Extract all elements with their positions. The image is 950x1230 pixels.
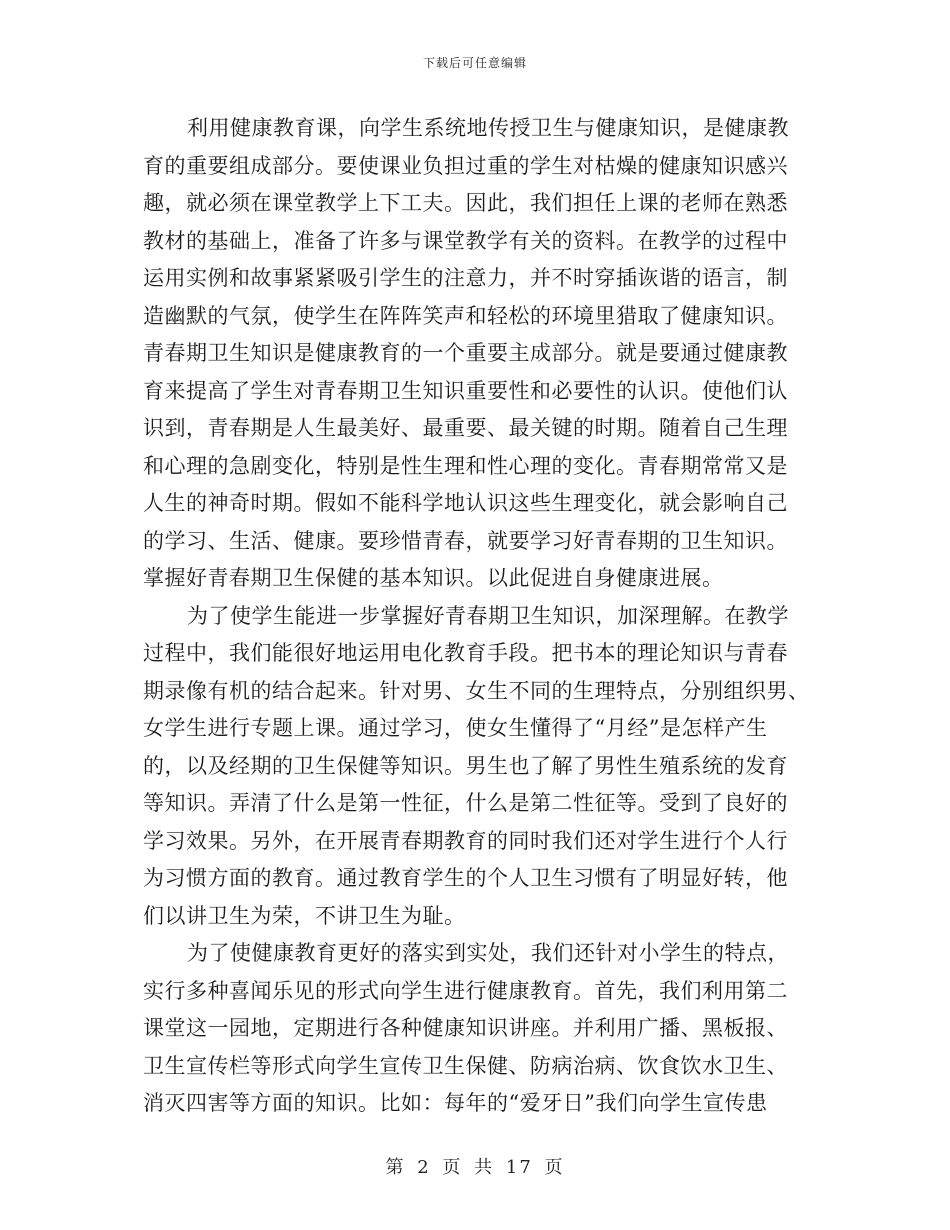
- text-line: 利用健康教育课，向学生系统地传授卫生与健康知识，是健康教: [187, 116, 789, 140]
- text-line: 识到，青春期是人生最美好、最重要、最关键的时期。随着自己生理: [143, 416, 788, 440]
- document-body: [143, 110, 815, 1123]
- text-line: 和心理的急剧变化，特别是性生理和性心理的变化。青春期常常又是: [143, 453, 788, 478]
- text-line: 们以讲卫生为荣，不讲卫生为耻。: [143, 903, 466, 928]
- text-line: 实行多种喜闻乐见的形式向学生进行健康教育。首先，我们利用第二: [143, 978, 788, 1003]
- text-line: 等知识。弄清了什么是第一性征，什么是第二性征等。受到了良好的: [143, 791, 788, 815]
- text-line: 青春期卫生知识是健康教育的一个重要主成部分。就是要通过健康教: [143, 341, 788, 365]
- text-line: 消灭四害等方面的知识。比如：每年的“爱牙日”我们向学生宣传患: [143, 1091, 768, 1115]
- total-pages-number: 17: [505, 1157, 533, 1178]
- text-line: 的，以及经期的卫生保健等知识。男生也了解了男性生殖系统的发育: [143, 753, 788, 778]
- text-line: 造幽默的气氛，使学生在阵阵笑声和轻松的环境里猎取了健康知识。: [143, 303, 788, 328]
- text-line: 育来提高了学生对青春期卫生知识重要性和必要性的认识。使他们认: [143, 378, 788, 403]
- text-line: 的学习、生活、健康。要珍惜青春，就要学习好青春期的卫生知识。: [143, 528, 788, 553]
- text-line: 教材的基础上，准备了许多与课堂教学有关的资料。在教学的过程中: [143, 228, 788, 253]
- text-line: 卫生宣传栏等形式向学生宣传卫生保健、防病治病、饮食饮水卫生、: [143, 1053, 788, 1078]
- text-line: 课堂这一园地，定期进行各种健康知识讲座。并利用广播、黑板报、: [143, 1016, 788, 1040]
- text-line: 为了使学生能进一步掌握好青春期卫生知识，加深理解。在教学: [187, 603, 789, 628]
- text-line: 学习效果。另外，在开展青春期教育的同时我们还对学生进行个人行: [143, 828, 788, 853]
- page-footer-page-word: 页: [442, 1157, 463, 1178]
- text-line: 为了使健康教育更好的落实到实处，我们还针对小学生的特点，: [187, 941, 789, 965]
- text-line: 育的重要组成部分。要使课业负担过重的学生对枯燥的健康知识感兴: [143, 153, 788, 178]
- text-line: 运用实例和故事紧紧吸引学生的注意力，并不时穿插诙谐的语言，制: [143, 266, 788, 290]
- text-line: 趣，就必须在课堂教学上下工夫。因此，我们担任上课的老师在熟悉: [143, 191, 788, 215]
- text-line: 女学生进行专题上课。通过学习，使女生懂得了“月经”是怎样产生: [143, 716, 768, 740]
- page-footer-suffix: 页: [544, 1157, 565, 1178]
- text-line: 期录像有机的结合起来。针对男、女生不同的生理特点，分别组织男、: [143, 678, 810, 703]
- text-line: 人生的神奇时期。假如不能科学地认识这些生理变化，就会影响自己: [143, 491, 788, 515]
- current-page-number: 2: [417, 1157, 431, 1178]
- page-footer-prefix: 第: [385, 1157, 406, 1178]
- text-line: 掌握好青春期卫生保健的基本知识。以此促进自身健康进展。: [143, 566, 724, 590]
- page-footer: [0, 1153, 950, 1179]
- page-footer-total-word: 共: [474, 1157, 495, 1178]
- page-header-note: 下载后可任意编辑: [422, 56, 527, 70]
- text-line: 为习惯方面的教育。通过教育学生的个人卫生习惯有了明显好转，他: [143, 866, 788, 890]
- text-line: 过程中，我们能很好地运用电化教育手段。把书本的理论知识与青春: [143, 641, 788, 665]
